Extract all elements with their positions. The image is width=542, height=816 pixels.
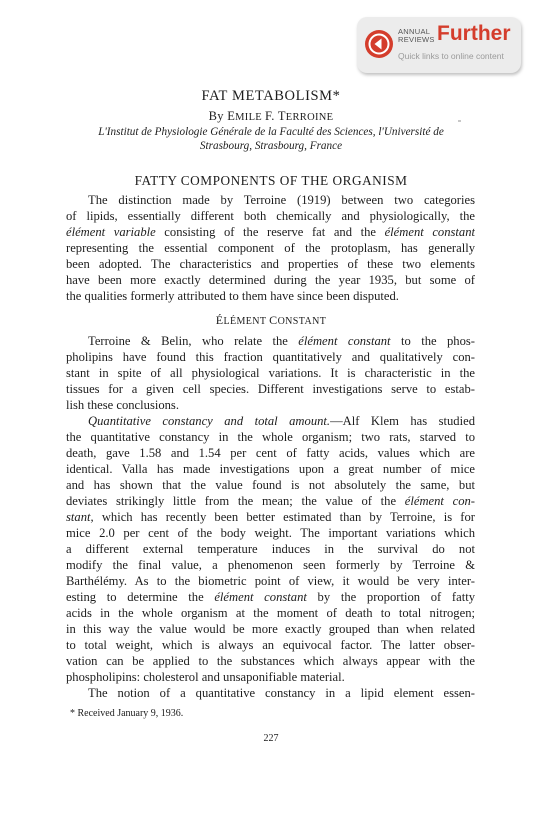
body-line: The distinction made by Terroine (1919) between two categories xyxy=(88,193,475,207)
italic-term: élément constant xyxy=(298,334,391,348)
body-line: pholipins have found this fraction quantitatively and qualitatively con- xyxy=(66,350,475,364)
play-arrow-icon xyxy=(365,30,393,58)
body-line: to total weight, which is always an equivocal factor. The latter obser- xyxy=(66,638,475,652)
affiliation-line-2: Strasbourg, Strasbourg, France xyxy=(199,139,343,152)
body-line: Quantitative constancy and total amount.—Alf Klem has studied xyxy=(88,414,475,428)
author-middle: F. xyxy=(264,109,278,123)
body-line: lish these conclusions. xyxy=(66,398,179,412)
italic-term: élément con- xyxy=(404,494,475,508)
body-line: a different external temperature induces in the survival do not xyxy=(66,542,475,556)
body-line: in this way the value would be more exactly grouped than when related xyxy=(66,622,475,636)
footnote: * Received January 9, 1936. xyxy=(70,708,184,719)
body-line: esting to determine the élément constant by the proportion of fatty xyxy=(66,590,475,604)
body-line: the quantitative constancy in the whole organism; two rats, starved to xyxy=(66,430,475,444)
annual-reviews-label: ANNUAL REVIEWS xyxy=(398,27,435,44)
page-number: 227 xyxy=(263,733,279,744)
body-line: death, gave 1.58 and 1.54 per cent of fatty acids, values which are xyxy=(66,446,475,460)
author-by: By xyxy=(208,109,228,123)
body-line: representing the essential component of the protoplasm, has generally xyxy=(66,241,475,255)
body-line: deviates strikingly little from the mean; the value of the élément con- xyxy=(66,494,475,508)
author-first-initial: E xyxy=(227,109,236,123)
affiliation xyxy=(0,126,542,153)
section-heading-fatty-components: FATTY COMPONENTS OF THE ORGANISM xyxy=(134,173,408,188)
quick-links-tagline: Quick links to online content xyxy=(398,51,504,61)
body-line: been adopted. The characteristics and properties of these two elements xyxy=(66,257,475,271)
body-line: have been more exactly determined during the year 1935, but some of xyxy=(66,273,475,287)
author-last-initial: T xyxy=(277,109,286,123)
italic-term: stant, xyxy=(66,510,94,524)
body-line: and has shown that the value found is not absolutely the same, but xyxy=(66,478,475,492)
further-label: Further xyxy=(437,22,511,45)
further-badge[interactable] xyxy=(357,17,521,73)
section-heading-element-constant: ÉLÉMENT CONSTANT xyxy=(215,313,327,327)
italic-term: élément constant xyxy=(214,590,307,604)
body-line: mice 2.0 per cent of the body weight. The important variations which xyxy=(66,526,475,540)
italic-subheading: Quantitative constancy and total amount. xyxy=(88,414,331,428)
body-line: vation can be applied to the substances which always appear with the xyxy=(66,654,475,668)
italic-term: élément constant xyxy=(384,225,475,239)
body-line: stant in spite of all physiological variations. It is characteristic in the xyxy=(66,366,475,380)
body-line: modify the final value, a phenomenon seen formerly by Terroine & xyxy=(66,558,475,572)
body-line: Terroine & Belin, who relate the élément constant to the phos- xyxy=(88,334,475,348)
article-title: FAT METABOLISM* xyxy=(201,88,341,104)
body-line: phospholipins: cholesterol and unsaponifiable material. xyxy=(66,670,345,684)
author-first-rest: MILE xyxy=(235,112,265,123)
author-last-rest: ERROINE xyxy=(285,112,334,123)
body-line: the qualities formerly attributed to them have since been disputed. xyxy=(66,289,399,303)
affiliation-line-1: L'Institut de Physiologie Générale de la Faculté des Sciences, l'Université de xyxy=(98,126,444,138)
body-line: tissues for a given cell species. Different investigations serve to estab- xyxy=(66,382,475,396)
body-line: identical. Valla has made investigations upon a great number of mice xyxy=(66,462,475,476)
body-line: of lipids, essentially different both chemically and physiologically, the xyxy=(66,209,475,223)
body-line: acids in the whole organism at the moment of death to total nitrogen; xyxy=(66,606,475,620)
body-line: élément variable consisting of the reserve fat and the élément constant xyxy=(66,225,475,239)
body-line: Barthélémy. As to the biometric point of view, it would be very inter- xyxy=(66,574,475,588)
body-line: The notion of a quantitative constancy in a lipid element essen- xyxy=(88,686,475,700)
body-line: stant, which has recently been better estimated than by Terroine, is for xyxy=(66,510,475,524)
italic-term: élément variable xyxy=(66,225,156,239)
author-line xyxy=(0,109,542,124)
